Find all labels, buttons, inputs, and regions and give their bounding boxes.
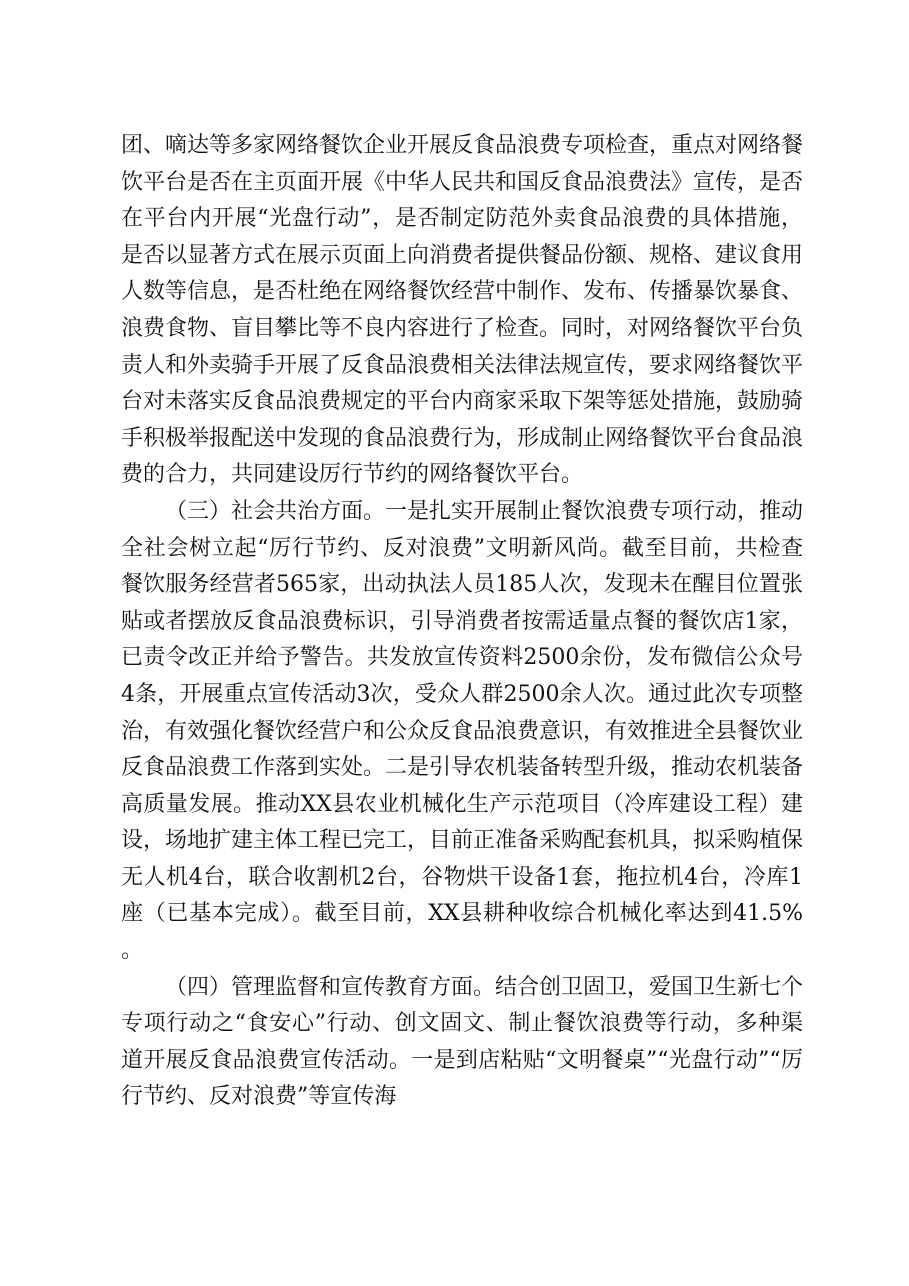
paragraph-supervision-education: （四）管理监督和宣传教育方面。结合创卫固卫，爱国卫生新七个专项行动之“食安心”行动、创文固文、制止餐饮浪费等行动，多种渠道开展反食品浪费宣传活动。一是到店粘贴“文明餐桌”“光盘行动”“厉行节约、反对浪费”等宣传海 [121,974,804,1110]
document-body [121,128,803,1116]
paragraph-online-catering-inspection: 团、嘀达等多家网络餐饮企业开展反食品浪费专项检查，重点对网络餐饮平台是否在主页面开展《中华人民共和国反食品浪费法》宣传，是否在平台内开展“光盘行动”，是否制定防范外卖食品浪费的具体措施，是否以显著方式在展示页面上向消费者提供餐品份额、规格、建议食用人数等信息，是否杜绝在网络餐饮经营中制作、发布、传播暴饮暴食、浪费食物、盲目攀比等不良内容进行了检查。同时，对网络餐饮平台负责人和外卖骑手开展了反食品浪费相关法律法规宣传，要求网络餐饮平台对未落实反食品浪费规定的平台内商家采取下架等惩处措施，鼓励骑手积极举报配送中发现的食品浪费行为，形成制止网络餐饮平台食品浪费的合力，共同建设厉行节约的网络餐饮平台。 [121,133,804,488]
paragraph-social-governance: （三）社会共治方面。一是扎实开展制止餐饮浪费专项行动，推动全社会树立起“厉行节约、反对浪费”文明新风尚。截至目前，共检查餐饮服务经营者565家，出动执法人员185人次，发现未在醒目位置张贴或者摆放反食品浪费标识，引导消费者按需适量点餐的餐饮店1家，已责令改正并给予警告。共发放宣传资料2500余份，发布微信公众号4条，开展重点宣传活动3次，受众人群2500余人次。通过此次专项整治，有效强化餐饮经营户和公众反食品浪费意识，有效推进全县餐饮业反食品浪费工作落到实处。二是引导农机装备转型升级，推动农机装备高质量发展。推动XX县农业机械化生产示范项目（冷库建设工程）建设，场地扩建主体工程已完工，目前正准备采购配套机具，拟采购植保无人机4台，联合收割机2台，谷物烘干设备1套，拖拉机4台，冷库1座（已基本完成）。截至目前，XX县耕种收综合机械化率达到41.5%。 [121,498,804,964]
